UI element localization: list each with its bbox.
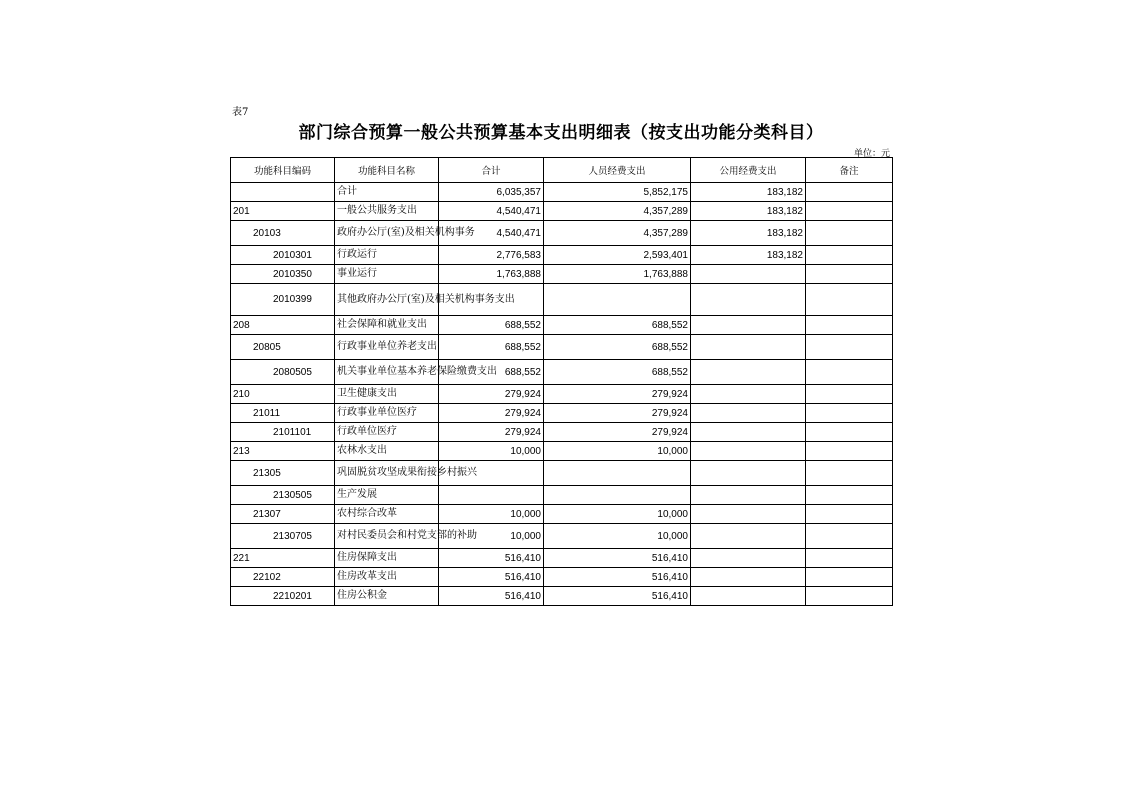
sheet-label: 表7 (232, 107, 249, 118)
cell-name: 行政单位医疗 (335, 423, 439, 442)
cell-public (691, 486, 806, 505)
cell-total: 516,410 (439, 568, 544, 587)
header-code: 功能科目编码 (231, 158, 335, 183)
cell-remark (806, 524, 893, 549)
cell-personnel: 279,924 (544, 404, 691, 423)
cell-name: 农林水支出 (335, 442, 439, 461)
header-row (231, 158, 893, 183)
cell-public (691, 568, 806, 587)
cell-public: 183,182 (691, 221, 806, 246)
cell-public (691, 385, 806, 404)
cell-total: 1,763,888 (439, 265, 544, 284)
cell-code: 210 (231, 385, 335, 404)
header-remark: 备注 (806, 158, 893, 183)
cell-code: 22102 (231, 568, 335, 587)
cell-code (231, 183, 335, 202)
cell-name: 一般公共服务支出 (335, 202, 439, 221)
cell-public (691, 335, 806, 360)
cell-code: 21307 (231, 505, 335, 524)
cell-remark (806, 549, 893, 568)
header-personnel: 人员经费支出 (544, 158, 691, 183)
cell-personnel: 688,552 (544, 360, 691, 385)
cell-name: 卫生健康支出 (335, 385, 439, 404)
cell-total: 4,540,471 (439, 202, 544, 221)
cell-total: 2,776,583 (439, 246, 544, 265)
cell-public (691, 524, 806, 549)
cell-public (691, 316, 806, 335)
table-row (231, 335, 893, 360)
cell-code: 2010301 (231, 246, 335, 265)
cell-name: 行政事业单位养老支出 (335, 335, 439, 360)
cell-code: 213 (231, 442, 335, 461)
table-row (231, 202, 893, 221)
cell-remark (806, 486, 893, 505)
cell-public: 183,182 (691, 183, 806, 202)
table-row (231, 316, 893, 335)
cell-code: 2010350 (231, 265, 335, 284)
cell-public (691, 505, 806, 524)
cell-total: 688,552 (439, 360, 544, 385)
cell-public: 183,182 (691, 202, 806, 221)
cell-total: 279,924 (439, 404, 544, 423)
cell-public (691, 461, 806, 486)
cell-remark (806, 202, 893, 221)
table-row (231, 423, 893, 442)
cell-name: 对村民委员会和村党支部的补助 (335, 524, 439, 549)
cell-code: 2210201 (231, 587, 335, 606)
cell-personnel: 5,852,175 (544, 183, 691, 202)
cell-name: 巩固脱贫攻坚成果衔接乡村振兴 (335, 461, 439, 486)
header-total: 合计 (439, 158, 544, 183)
cell-total: 516,410 (439, 549, 544, 568)
table-row (231, 284, 893, 316)
cell-code: 2130505 (231, 486, 335, 505)
cell-name: 住房改革支出 (335, 568, 439, 587)
table-row (231, 587, 893, 606)
table-row (231, 524, 893, 549)
cell-name: 农村综合改革 (335, 505, 439, 524)
cell-personnel: 4,357,289 (544, 221, 691, 246)
table-row (231, 246, 893, 265)
budget-table (230, 157, 893, 606)
cell-public (691, 265, 806, 284)
cell-code: 2080505 (231, 360, 335, 385)
table-body (231, 183, 893, 606)
cell-personnel: 10,000 (544, 442, 691, 461)
cell-remark (806, 505, 893, 524)
cell-remark (806, 461, 893, 486)
cell-remark (806, 183, 893, 202)
cell-personnel: 10,000 (544, 524, 691, 549)
cell-name: 政府办公厅(室)及相关机构事务 (335, 221, 439, 246)
cell-name: 合计 (335, 183, 439, 202)
cell-name: 机关事业单位基本养老保险缴费支出 (335, 360, 439, 385)
cell-remark (806, 385, 893, 404)
cell-remark (806, 568, 893, 587)
table-row (231, 486, 893, 505)
cell-total (439, 486, 544, 505)
cell-remark (806, 284, 893, 316)
table-row (231, 265, 893, 284)
cell-total: 4,540,471 (439, 221, 544, 246)
cell-code: 2010399 (231, 284, 335, 316)
header-public: 公用经费支出 (691, 158, 806, 183)
cell-personnel: 4,357,289 (544, 202, 691, 221)
cell-public (691, 404, 806, 423)
table-row (231, 360, 893, 385)
cell-personnel: 279,924 (544, 385, 691, 404)
table-row (231, 404, 893, 423)
unit-label: 单位：元 (853, 149, 890, 159)
cell-public: 183,182 (691, 246, 806, 265)
cell-public (691, 587, 806, 606)
cell-personnel: 2,593,401 (544, 246, 691, 265)
cell-total: 10,000 (439, 524, 544, 549)
cell-name: 社会保障和就业支出 (335, 316, 439, 335)
table-row (231, 461, 893, 486)
table-row (231, 221, 893, 246)
cell-total: 279,924 (439, 423, 544, 442)
cell-public (691, 549, 806, 568)
cell-public (691, 442, 806, 461)
table-row (231, 505, 893, 524)
cell-code: 208 (231, 316, 335, 335)
cell-personnel: 1,763,888 (544, 265, 691, 284)
cell-personnel: 688,552 (544, 335, 691, 360)
header-name: 功能科目名称 (335, 158, 439, 183)
cell-public (691, 423, 806, 442)
cell-code: 2101101 (231, 423, 335, 442)
cell-remark (806, 360, 893, 385)
cell-code: 201 (231, 202, 335, 221)
table-row (231, 442, 893, 461)
cell-code: 21305 (231, 461, 335, 486)
cell-public (691, 284, 806, 316)
page-title: 部门综合预算一般公共预算基本支出明细表（按支出功能分类科目） (298, 123, 824, 143)
cell-public (691, 360, 806, 385)
cell-remark (806, 423, 893, 442)
cell-name: 事业运行 (335, 265, 439, 284)
cell-personnel (544, 461, 691, 486)
table-row (231, 568, 893, 587)
cell-remark (806, 246, 893, 265)
cell-personnel: 688,552 (544, 316, 691, 335)
cell-personnel: 516,410 (544, 549, 691, 568)
table-row (231, 549, 893, 568)
cell-personnel: 279,924 (544, 423, 691, 442)
cell-code: 20805 (231, 335, 335, 360)
cell-personnel: 516,410 (544, 587, 691, 606)
cell-name: 生产发展 (335, 486, 439, 505)
cell-remark (806, 265, 893, 284)
cell-personnel (544, 486, 691, 505)
cell-personnel (544, 284, 691, 316)
cell-total: 6,035,357 (439, 183, 544, 202)
cell-remark (806, 335, 893, 360)
cell-name: 住房保障支出 (335, 549, 439, 568)
cell-remark (806, 442, 893, 461)
cell-name: 住房公积金 (335, 587, 439, 606)
table-row (231, 183, 893, 202)
cell-code: 20103 (231, 221, 335, 246)
cell-personnel: 516,410 (544, 568, 691, 587)
cell-total: 688,552 (439, 316, 544, 335)
cell-total: 516,410 (439, 587, 544, 606)
cell-code: 221 (231, 549, 335, 568)
table-row (231, 385, 893, 404)
cell-name: 其他政府办公厅(室)及相关机构事务支出 (335, 284, 439, 316)
cell-name: 行政事业单位医疗 (335, 404, 439, 423)
cell-name: 行政运行 (335, 246, 439, 265)
cell-total: 279,924 (439, 385, 544, 404)
cell-remark (806, 404, 893, 423)
cell-remark (806, 221, 893, 246)
cell-code: 2130705 (231, 524, 335, 549)
cell-personnel: 10,000 (544, 505, 691, 524)
cell-total: 10,000 (439, 442, 544, 461)
cell-remark (806, 316, 893, 335)
cell-code: 21011 (231, 404, 335, 423)
cell-total: 688,552 (439, 335, 544, 360)
cell-total: 10,000 (439, 505, 544, 524)
cell-remark (806, 587, 893, 606)
